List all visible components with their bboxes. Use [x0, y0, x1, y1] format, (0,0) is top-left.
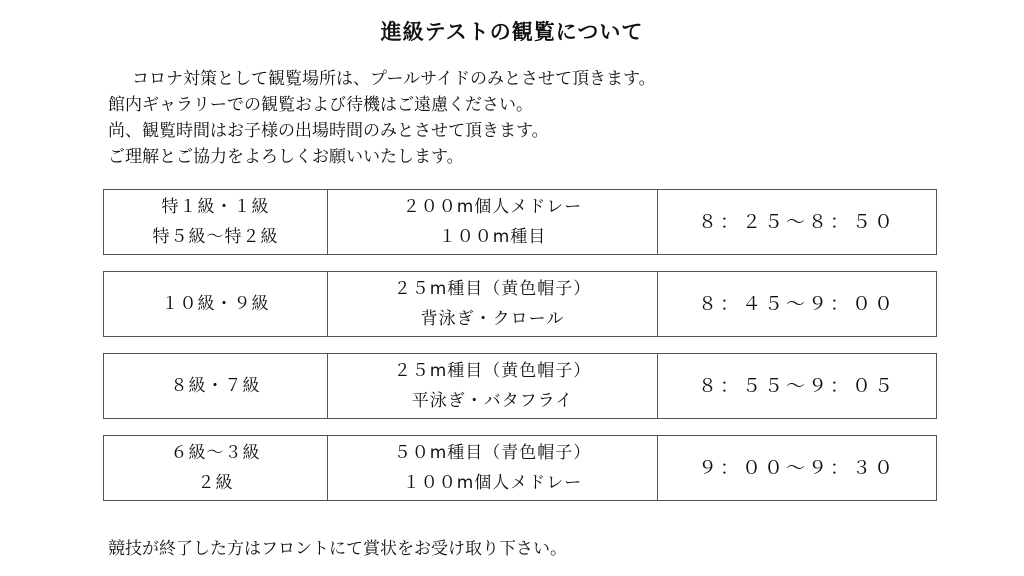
intro-line: 館内ギャラリーでの観覧および待機はご遠慮ください。 [108, 95, 533, 115]
event-text: 平泳ぎ・バタフライ [411, 391, 574, 411]
time-text: ８：４５～９：００ [697, 293, 896, 315]
event-text: ２５m種目（黄色帽子） [393, 279, 592, 299]
grade-text: 特１級・１級 [161, 197, 270, 217]
schedule-row [103, 353, 937, 419]
time-cell [658, 354, 936, 418]
intro-notice [108, 66, 968, 170]
intro-line: 尚、観覧時間はお子様の出場時間のみとさせて頂きます。 [108, 121, 549, 141]
grade-cell [104, 436, 328, 500]
intro-line: コロナ対策として観覧場所は、プールサイドのみとさせて頂きます。 [132, 69, 656, 89]
time-cell [658, 190, 936, 254]
schedule-row [103, 271, 937, 337]
schedule-row [103, 435, 937, 501]
event-cell [328, 272, 658, 336]
event-cell [328, 190, 658, 254]
grade-text: ６級～３級 [170, 443, 261, 463]
event-text: １００m種目 [438, 227, 547, 247]
time-cell [658, 436, 936, 500]
schedule-row [103, 189, 937, 255]
event-cell [328, 436, 658, 500]
grade-cell [104, 354, 328, 418]
grade-text: １０級・９級 [161, 294, 270, 314]
intro-line: ご理解とご協力をよろしくお願いいたします。 [108, 147, 464, 167]
time-text: ８：２５～８：５０ [697, 211, 896, 233]
time-cell [658, 272, 936, 336]
grade-cell [104, 190, 328, 254]
event-cell [328, 354, 658, 418]
event-text: ２００m個人メドレー [402, 197, 583, 217]
grade-text: ２級 [197, 473, 234, 493]
grade-text: 特５級～特２級 [152, 227, 279, 247]
time-text: ９：００～９：３０ [697, 457, 896, 479]
grade-text: ８級・７級 [170, 376, 261, 396]
grade-cell [104, 272, 328, 336]
footer-note: 競技が終了した方はフロントにて賞状をお受け取り下さい。 [108, 539, 567, 559]
page-title: 進級テストの観覧について [380, 20, 644, 44]
event-text: 背泳ぎ・クロール [420, 309, 565, 329]
event-text: ５０m種目（青色帽子） [393, 443, 592, 463]
time-text: ８：５５～９：０５ [697, 375, 896, 397]
event-text: １００m個人メドレー [402, 473, 583, 493]
schedule-table [103, 189, 937, 517]
event-text: ２５m種目（黄色帽子） [393, 361, 592, 381]
